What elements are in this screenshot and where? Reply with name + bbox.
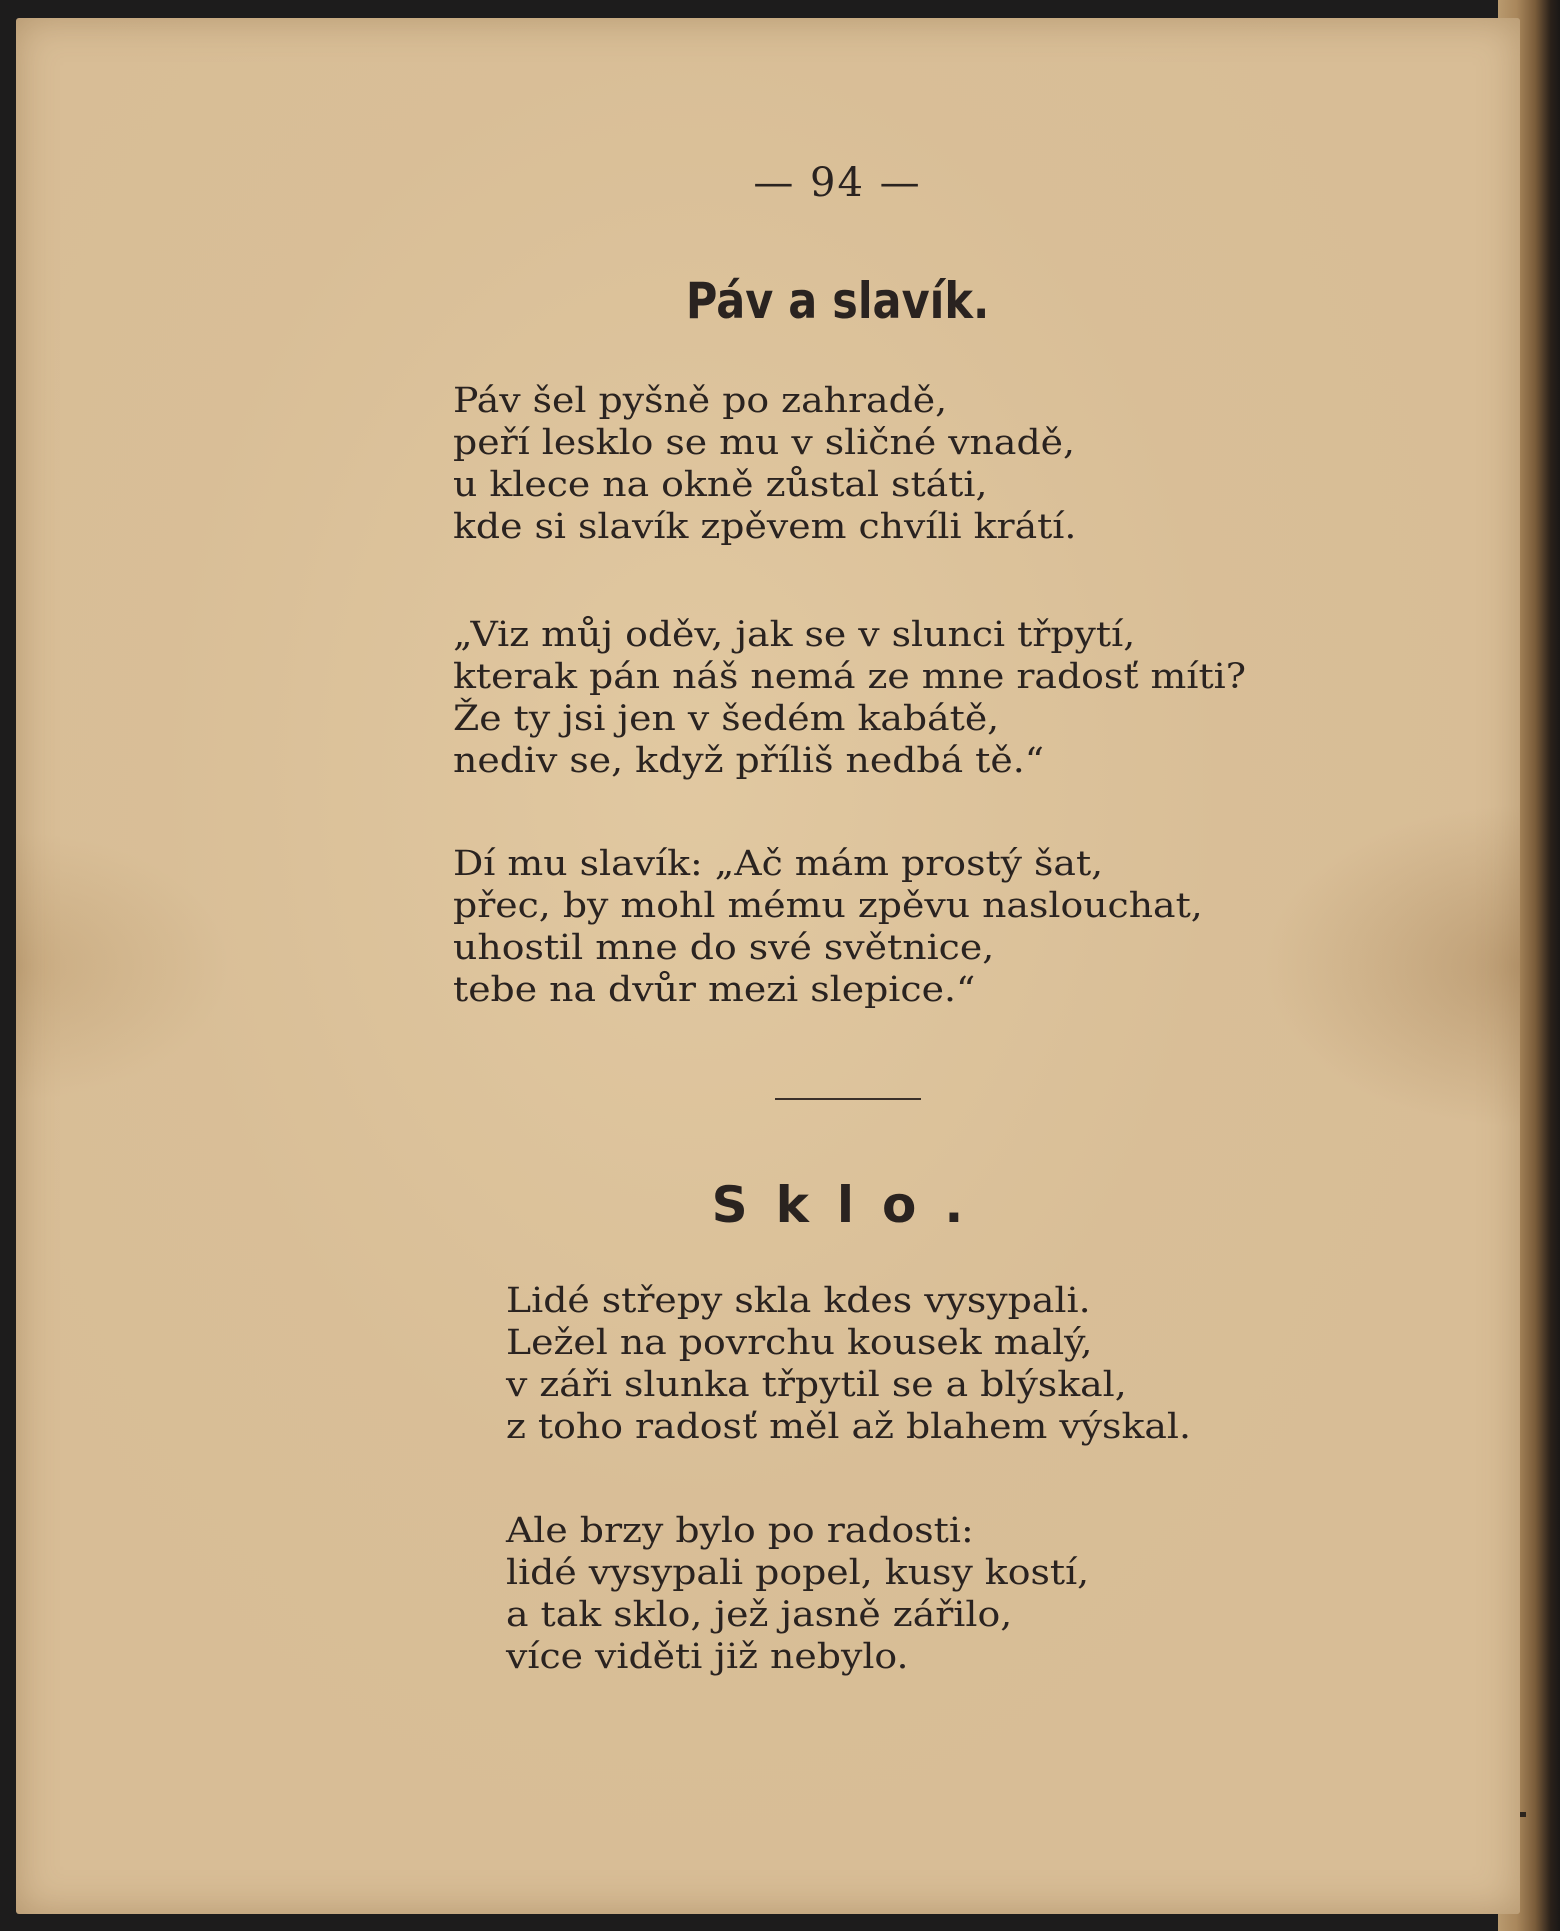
poem-line: kde si slavík zpěvem chvíli krátí. xyxy=(453,507,1077,547)
poem-title: Páv a slavík. xyxy=(685,272,990,330)
poem-line: uhostil mne do své světnice, xyxy=(453,928,995,968)
poem-line: Ležel na povrchu kousek malý, xyxy=(506,1323,1093,1363)
poem-line: kterak pán náš nemá ze mne radosť míti? xyxy=(453,657,1247,697)
poem-line: přec, by mohl mému zpěvu naslouchat, xyxy=(453,886,1203,926)
poem-stanza xyxy=(453,843,1203,1011)
poem-line: a tak sklo, jež jasně zářilo, xyxy=(506,1595,1013,1635)
poem-line: nediv se, když příliš nedbá tě.“ xyxy=(453,741,1045,781)
poem-stanza xyxy=(453,380,1077,548)
poem-line: Dí mu slavík: „Ač mám prostý šat, xyxy=(453,844,1104,884)
poem-line: Ale brzy bylo po radosti: xyxy=(506,1511,974,1551)
page-number: — 94 — xyxy=(753,160,922,206)
poem-line: více viděti již nebylo. xyxy=(506,1637,909,1677)
poem-line: lidé vysypali popel, kusy kostí, xyxy=(506,1553,1090,1593)
poem-line: peří lesklo se mu v sličné vnadě, xyxy=(453,423,1076,463)
poem-stanza xyxy=(506,1280,1192,1448)
poem-line: Lidé střepy skla kdes vysypali. xyxy=(506,1281,1091,1321)
poem-line: „Viz můj oděv, jak se v slunci třpytí, xyxy=(453,615,1136,655)
poem-line: Že ty jsi jen v šedém kabátě, xyxy=(453,699,1000,739)
poem-line: Páv šel pyšně po zahradě, xyxy=(453,381,948,421)
section-separator xyxy=(775,1098,921,1100)
poem-title: Sklo. xyxy=(711,1176,992,1234)
poem-line: tebe na dvůr mezi slepice.“ xyxy=(453,970,976,1010)
poem-line: v záři slunka třpytil se a blýskal, xyxy=(506,1365,1127,1405)
poem-line: u klece na okně zůstal státi, xyxy=(453,465,988,505)
poem-stanza xyxy=(506,1510,1090,1678)
poem-line: z toho radosť měl až blahem výskal. xyxy=(506,1407,1192,1447)
poem-stanza xyxy=(453,614,1247,782)
